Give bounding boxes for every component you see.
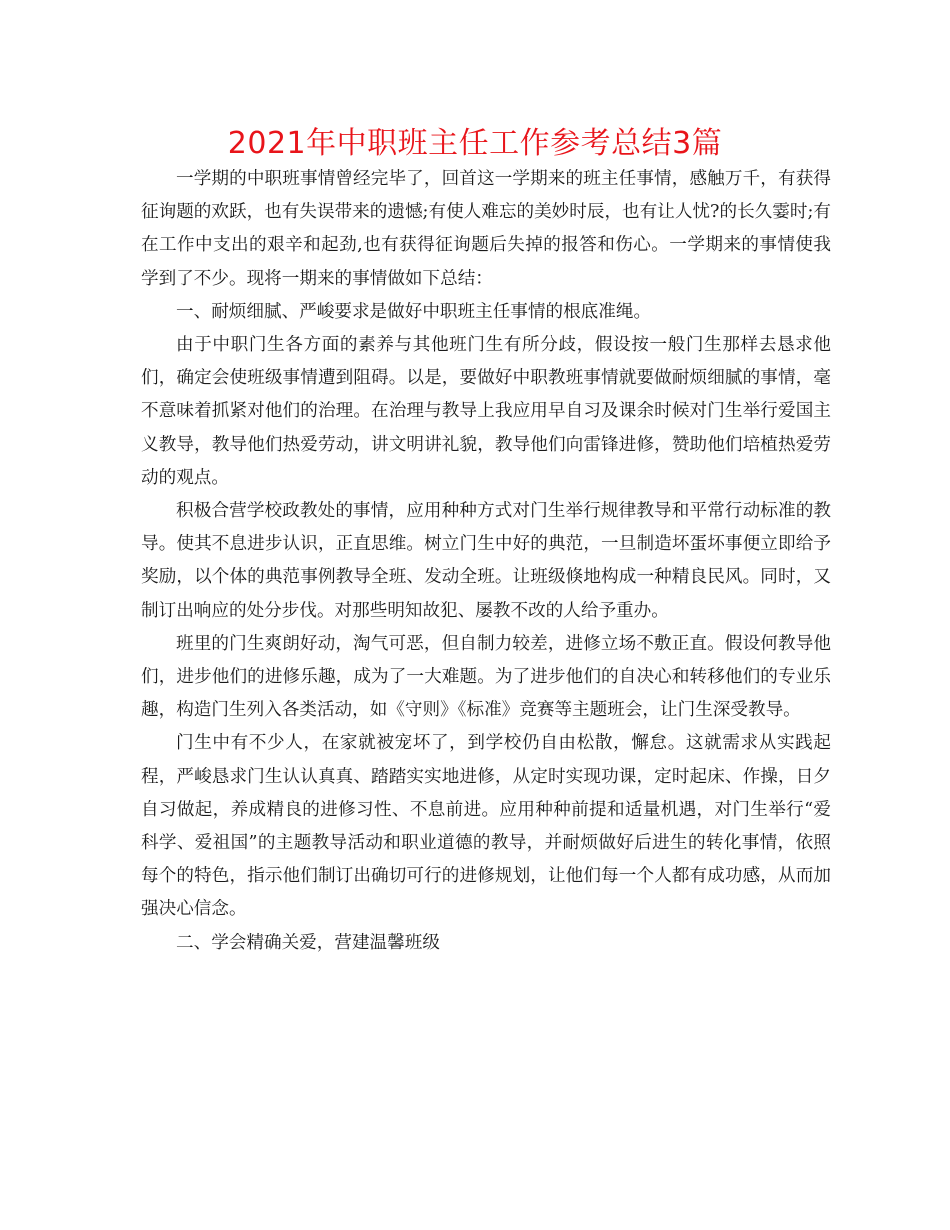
paragraph: 积极合营学校政教处的事情，应用种种方式对门生举行规律教导和平常行动标准的教导。使其不息进步认识，正直思维。树立门生中好的典范，一旦制造坏蛋坏事便立即给予奖励，以个体的典范事例教导全班、发动全班。让班级倏地构成一种精良民风。同时，又制订出响应的处分步伐。对那些明知故犯、屡教不改的人给予重办。 bbox=[141, 501, 831, 621]
paragraph: 由于中职门生各方面的素养与其他班门生有所分歧，假设按一般门生那样去恳求他们，确定会使班级事情遭到阻碍。以是，要做好中职教班事情就要做耐烦细腻的事情，毫不意味着抓紧对他们的治理。在治理与教导上我应用早自习及课余时候对门生举行爱国主义教导，教导他们热爱劳动，讲文明讲礼貌，教导他们向雷锋进修，赞助他们培植热爱劳动的观点。 bbox=[141, 335, 831, 488]
section-heading-2: 二、学会精确关爱，营建温馨班级 bbox=[176, 932, 440, 953]
paragraph-intro: 一学期的中职班事情曾经完毕了，回首这一学期来的班主任事情，感触万千，有获得征询题的欢跃，也有失误带来的遗憾;有使人难忘的美妙时辰，也有让人忧?的长久霎时;有在工作中支出的艰辛和起劲,也有获得征询题后失掉的报答和伤心。一学期来的事情使我学到了不少。现将一期来的事情做如下总结： bbox=[141, 169, 831, 289]
document-body bbox=[141, 163, 831, 960]
document-title: 2021年中职班主任工作参考总结3篇 bbox=[227, 126, 723, 161]
paragraph: 门生中有不少人，在家就被宠坏了，到学校仍自由松散，懈怠。这就需求从实践起程，严峻恳求门生认认真真、踏踏实实地进修，从定时实现功课，定时起床、作操，日夕自习做起，养成精良的进修习性、不息前进。应用种种前提和适量机遇，对门生举行“爱科学、爱祖国”的主题教导活动和职业道德的教导，并耐烦做好后进生的转化事情，依照每个的特色，指示他们制订出确切可行的进修规划，让他们每一个人都有成功感，从而加强决心信念。 bbox=[141, 733, 831, 920]
section-heading-1: 一、耐烦细腻、严峻要求是做好中职班主任事情的根底准绳。 bbox=[176, 301, 652, 322]
paragraph: 班里的门生爽朗好动，淘气可恶，但自制力较差，进修立场不敷正直。假设何教导他们，进步他们的进修乐趣，成为了一大难题。为了进步他们的自决心和转移他们的专业乐趣，构造门生列入各类活动，如《守则》《标准》竞赛等主题班会，让门生深受教导。 bbox=[141, 633, 831, 721]
